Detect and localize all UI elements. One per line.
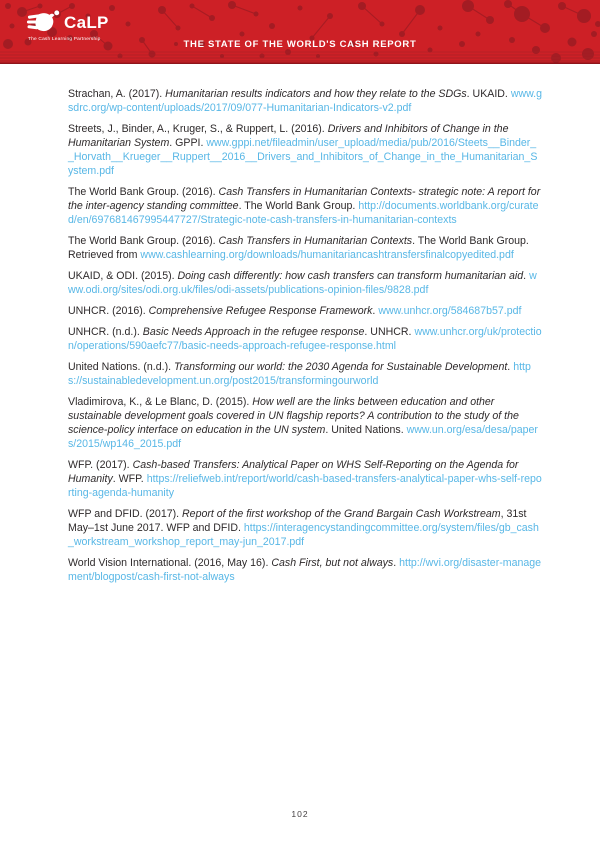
reference-title: Cash First, but not always [271,557,394,569]
reference-entry [68,360,542,388]
reference-text: . [393,557,400,569]
reference-text: United Nations. (n.d.). [68,361,174,373]
reference-text: . [523,270,530,282]
reference-entry [68,507,542,549]
reference-title: Doing cash differently: how cash transfers can transform humanitarian aid [177,270,524,282]
report-title: THE STATE OF THE WORLD'S CASH REPORT [183,39,417,50]
reference-text: . UKAID. [466,88,511,100]
calp-logo [26,9,109,42]
reference-link[interactable]: http://wvi.org/disaster-management/blogpost/cash-first-not-always [68,557,542,583]
reference-text: UNHCR. (n.d.). [68,326,143,338]
calp-hand-icon [26,9,60,35]
reference-text: WFP. (2017). [68,459,133,471]
reference-text: . [507,361,514,373]
reference-title: Comprehensive Refugee Response Framework [148,305,373,317]
reference-entry [68,395,542,451]
reference-text: UKAID, & ODI. (2015). [68,270,178,282]
report-header [0,0,600,64]
reference-entry [68,185,542,227]
reference-text: . United Nations. [325,424,407,436]
reference-title: How well are the links between education and other sustainable development goals covered in UN flagship reports? A contribution to the study of the science-policy interface on education in the UN system [68,396,519,436]
reference-text: . WFP. [112,473,147,485]
calp-logo-text: CaLP [64,12,109,32]
reference-link[interactable]: www.gppi.net/fileadmin/user_upload/media/pub/2016/Steets__Binder__Horvath__Krueger__Ruppert__2016__Drivers_and_Inhibitors_of_Change_in_the_Humanitarian_System.pdf [68,137,538,177]
reference-entry [68,234,542,262]
reference-entry [68,304,542,318]
reference-text: Streets, J., Binder, A., Kruger, S., & Ruppert, L. (2016). [68,123,328,135]
reference-text: . [372,305,379,317]
reference-text: The World Bank Group. (2016). [68,235,219,247]
reference-title: Humanitarian results indicators and how they relate to the SDGs [165,88,467,100]
reference-entry [68,556,542,584]
reference-link[interactable]: https://interagencystandingcommittee.org/system/files/gb_cash_workstream_workshop_report_may-jun_2017.pdf [68,522,539,548]
reference-text: . UNHCR. [364,326,415,338]
calp-logo-tagline: The Cash Learning Partnership [28,37,101,42]
reference-link[interactable]: https://sustainabledevelopment.un.org/post2015/transformingourworld [68,361,531,387]
reference-link[interactable]: https://reliefweb.int/report/world/cash-based-transfers-analytical-paper-whs-self-reporting-agenda-humanity [68,473,542,499]
reference-title: Basic Needs Approach in the refugee response [142,326,365,338]
reference-text: World Vision International. (2016, May 16). [68,557,272,569]
reference-text: . GPPI. [169,137,207,149]
reference-title: Drivers and Inhibitors of Change in the Humanitarian System [68,123,509,149]
reference-title: Report of the first workshop of the Grand Bargain Cash Workstream [182,508,501,520]
references-list [68,87,542,591]
reference-entry [68,458,542,500]
page-number: 102 [291,809,309,819]
reference-text: . The World Bank Group. [238,200,359,212]
reference-text: UNHCR. (2016). [68,305,149,317]
reference-link[interactable]: www.odi.org/sites/odi.org.uk/files/odi-assets/publications-opinion-files/9828.pdf [68,270,537,296]
reference-text: Strachan, A. (2017). [68,88,166,100]
reference-text: . The World Bank Group. Retrieved from [68,235,529,261]
reference-entry [68,122,542,178]
reference-title: Cash Transfers in Humanitarian Contexts- strategic note: A report for the inter-agency standing committee [68,186,541,212]
reference-title: Cash Transfers in Humanitarian Contexts [218,235,413,247]
reference-link[interactable]: www.unhcr.org/584687b57.pdf [378,305,522,317]
reference-entry [68,87,542,115]
reference-title: Transforming our world: the 2030 Agenda for Sustainable Development [173,361,508,373]
reference-link[interactable]: http://documents.worldbank.org/curated/en/697681467995447727/Strategic-note-cash-transfers-in-humanitarian-contexts [68,200,539,226]
reference-entry [68,325,542,353]
reference-entry [68,269,542,297]
reference-link[interactable]: www.un.org/esa/desa/papers/2015/wp146_2015.pdf [68,424,538,450]
reference-link[interactable]: www.gsdrc.org/wp-content/uploads/2017/09/077-Humanitarian-Indicators-v2.pdf [68,88,543,114]
reference-link[interactable]: www.cashlearning.org/downloads/humanitariancashtransfersfinalcopyedited.pdf [140,249,514,261]
reference-text: The World Bank Group. (2016). [68,186,219,198]
reference-text: , 31st May–1st June 2017. WFP and DFID. [68,508,527,534]
reference-text: Vladimirova, K., & Le Blanc, D. (2015). [68,396,253,408]
reference-text: WFP and DFID. (2017). [68,508,183,520]
reference-title: Cash-based Transfers: Analytical Paper on WHS Self-Reporting on the Agenda for Humanity [68,459,519,485]
reference-link[interactable]: www.unhcr.org/uk/protection/operations/590aefc77/basic-needs-approach-refugee-response.html [68,326,542,352]
